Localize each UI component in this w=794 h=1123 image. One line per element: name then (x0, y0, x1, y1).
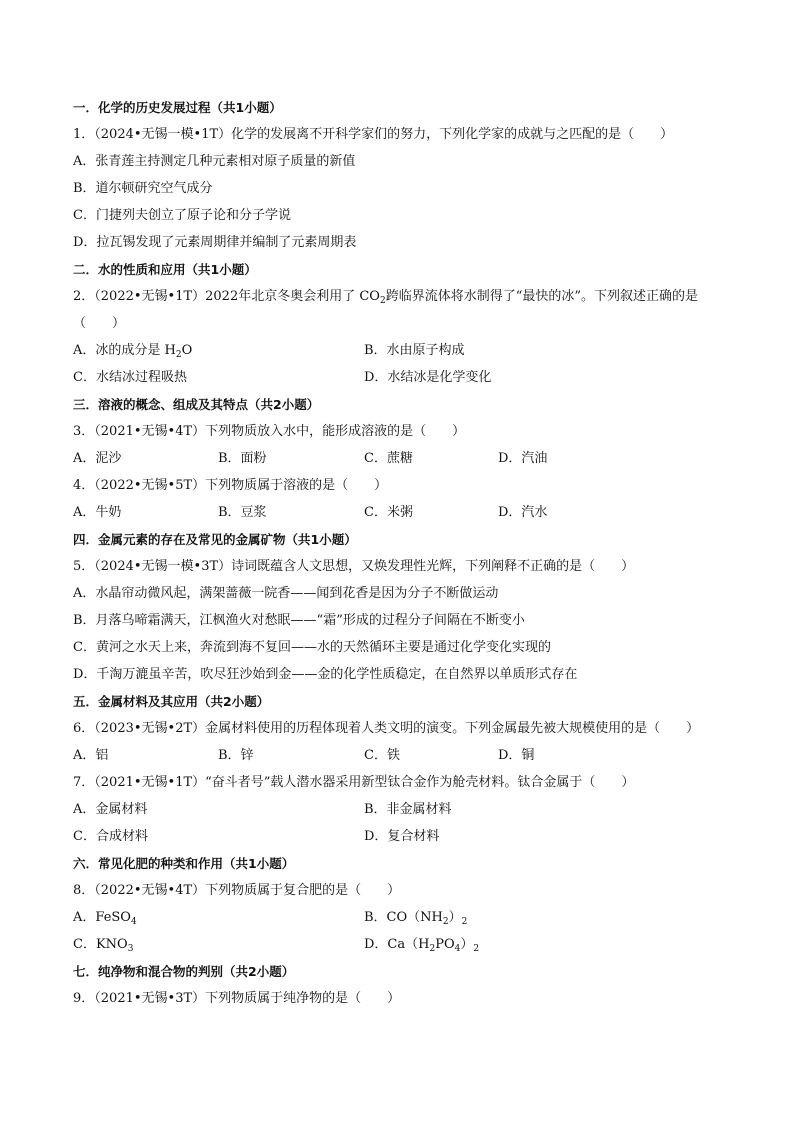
subscript: 3 (127, 944, 134, 954)
option-a (73, 337, 192, 364)
subscript: 4 (454, 944, 461, 954)
option-text: O (181, 343, 193, 358)
option-text: A．FeSO (73, 910, 131, 925)
option-row (73, 823, 733, 850)
question-stem (73, 283, 733, 310)
option-row (73, 904, 733, 931)
section-heading: 五．金属材料及其应用（共2小题） (73, 694, 270, 709)
section-heading: 七．纯净物和混合物的判别（共2小题） (73, 964, 295, 979)
option-row (73, 445, 733, 472)
subscript: 4 (130, 917, 137, 927)
option-text: A．冰的成分是 H (73, 343, 176, 358)
option-c: C．水结冰过程吸热 (73, 370, 187, 385)
option-b: B．非金属材料 (364, 802, 452, 817)
option-a: A．金属材料 (73, 802, 148, 817)
option-d: D．复合材料 (364, 829, 440, 844)
stem-text: 跨临界流体将水制得了“最快的冰”。下列叙述正确的是 (385, 289, 698, 304)
stem-text: 2．（2022•无锡•1T）2022年北京冬奥会利用了 CO (73, 289, 380, 304)
option-a: A．牛奶 (73, 505, 122, 520)
option-d (364, 931, 479, 958)
option-c: C．门捷列夫创立了原子论和分子学说 (73, 208, 291, 223)
section-heading: 六．常见化肥的种类和作用（共1小题） (73, 856, 295, 871)
question-stem: 6．（2023•无锡•2T）金属材料使用的历程体现着人类文明的演变。下列金属最先被大规模使用的是（ ） (73, 721, 700, 736)
question-stem: 8．（2022•无锡•4T）下列物质属于复合肥的是（ ） (73, 883, 401, 898)
option-a: A．泥沙 (73, 451, 122, 466)
option-text: B．CO（NH (364, 910, 443, 925)
option-row (73, 796, 733, 823)
option-d: D．汽水 (498, 505, 548, 520)
option-a: A．铝 (73, 748, 109, 763)
subscript: 2 (379, 296, 386, 306)
option-b: B．锌 (218, 748, 254, 763)
question-stem: 5．（2024•无锡一模•3T）诗词既蕴含人文思想，又焕发理性光辉，下列阐释不正确的是（ ） (73, 559, 635, 574)
option-c: C．蔗糖 (364, 451, 413, 466)
option-text: D．Ca（H (364, 937, 430, 952)
option-a (73, 904, 137, 931)
option-d: D．水结冰是化学变化 (364, 370, 492, 385)
option-c: C．合成材料 (73, 829, 148, 844)
option-text: C．KNO (73, 937, 128, 952)
option-b: B．水由原子构成 (364, 343, 465, 358)
option-text: ） (448, 910, 462, 925)
option-row (73, 931, 733, 958)
subscript: 2 (442, 917, 449, 927)
option-b (364, 904, 467, 931)
option-b: B．道尔顿研究空气成分 (73, 181, 213, 196)
option-a: A．张青莲主持测定几种元素相对原子质量的新值 (73, 154, 356, 169)
subscript: 2 (429, 944, 436, 954)
question-stem: 3．（2021•无锡•4T）下列物质放入水中，能形成溶液的是（ ） (73, 424, 466, 439)
option-d: D．千淘万漉虽辛苦，吹尽狂沙始到金——金的化学性质稳定，在自然界以单质形式存在 (73, 667, 578, 682)
option-d: D．拉瓦锡发现了元素周期律并编制了元素周期表 (73, 235, 357, 250)
section-heading: 四．金属元素的存在及常见的金属矿物（共1小题） (73, 532, 357, 547)
question-stem: 7．（2021•无锡•1T）“奋斗者号”载人潜水器采用新型钛合金作为舱壳材料。钛合金属于（ ） (73, 775, 635, 790)
question-stem: 9．（2021•无锡•3T）下列物质属于纯净物的是（ ） (73, 991, 401, 1006)
option-a: A．水晶帘动微风起，满架蔷薇一院香——闻到花香是因为分子不断做运动 (73, 586, 499, 601)
question-stem-continued: （ ） (73, 316, 126, 331)
option-row (73, 499, 733, 526)
option-d: D．铜 (498, 748, 535, 763)
option-b: B．豆浆 (218, 505, 267, 520)
option-b: B．面粉 (218, 451, 267, 466)
subscript: 2 (473, 944, 480, 954)
option-c: C．黄河之水天上来，奔流到海不复回——水的天然循环主要是通过化学变化实现的 (73, 640, 551, 655)
question-stem: 1．（2024•无锡一模•1T）化学的发展离不开科学家们的努力，下列化学家的成就与之匹配的是（ ） (73, 127, 674, 142)
option-text: ） (460, 937, 474, 952)
option-d: D．汽油 (498, 451, 548, 466)
option-c: C．米粥 (364, 505, 413, 520)
option-row (73, 364, 733, 391)
subscript: 2 (175, 350, 182, 360)
section-heading: 一．化学的历史发展过程（共1小题） (73, 100, 282, 115)
option-c: C．铁 (364, 748, 400, 763)
option-row (73, 337, 733, 364)
question-list (73, 94, 733, 1012)
subscript: 2 (461, 917, 468, 927)
section-heading: 二．水的性质和应用（共1小题） (73, 262, 257, 277)
option-row (73, 742, 733, 769)
option-b: B．月落乌啼霜满天，江枫渔火对愁眠——“霜”形成的过程分子间隔在不断变小 (73, 613, 525, 628)
section-heading: 三．溶液的概念、组成及其特点（共2小题） (73, 397, 320, 412)
option-c (73, 931, 133, 958)
option-text: PO (435, 937, 455, 952)
question-stem: 4．（2022•无锡•5T）下列物质属于溶液的是（ ） (73, 478, 388, 493)
